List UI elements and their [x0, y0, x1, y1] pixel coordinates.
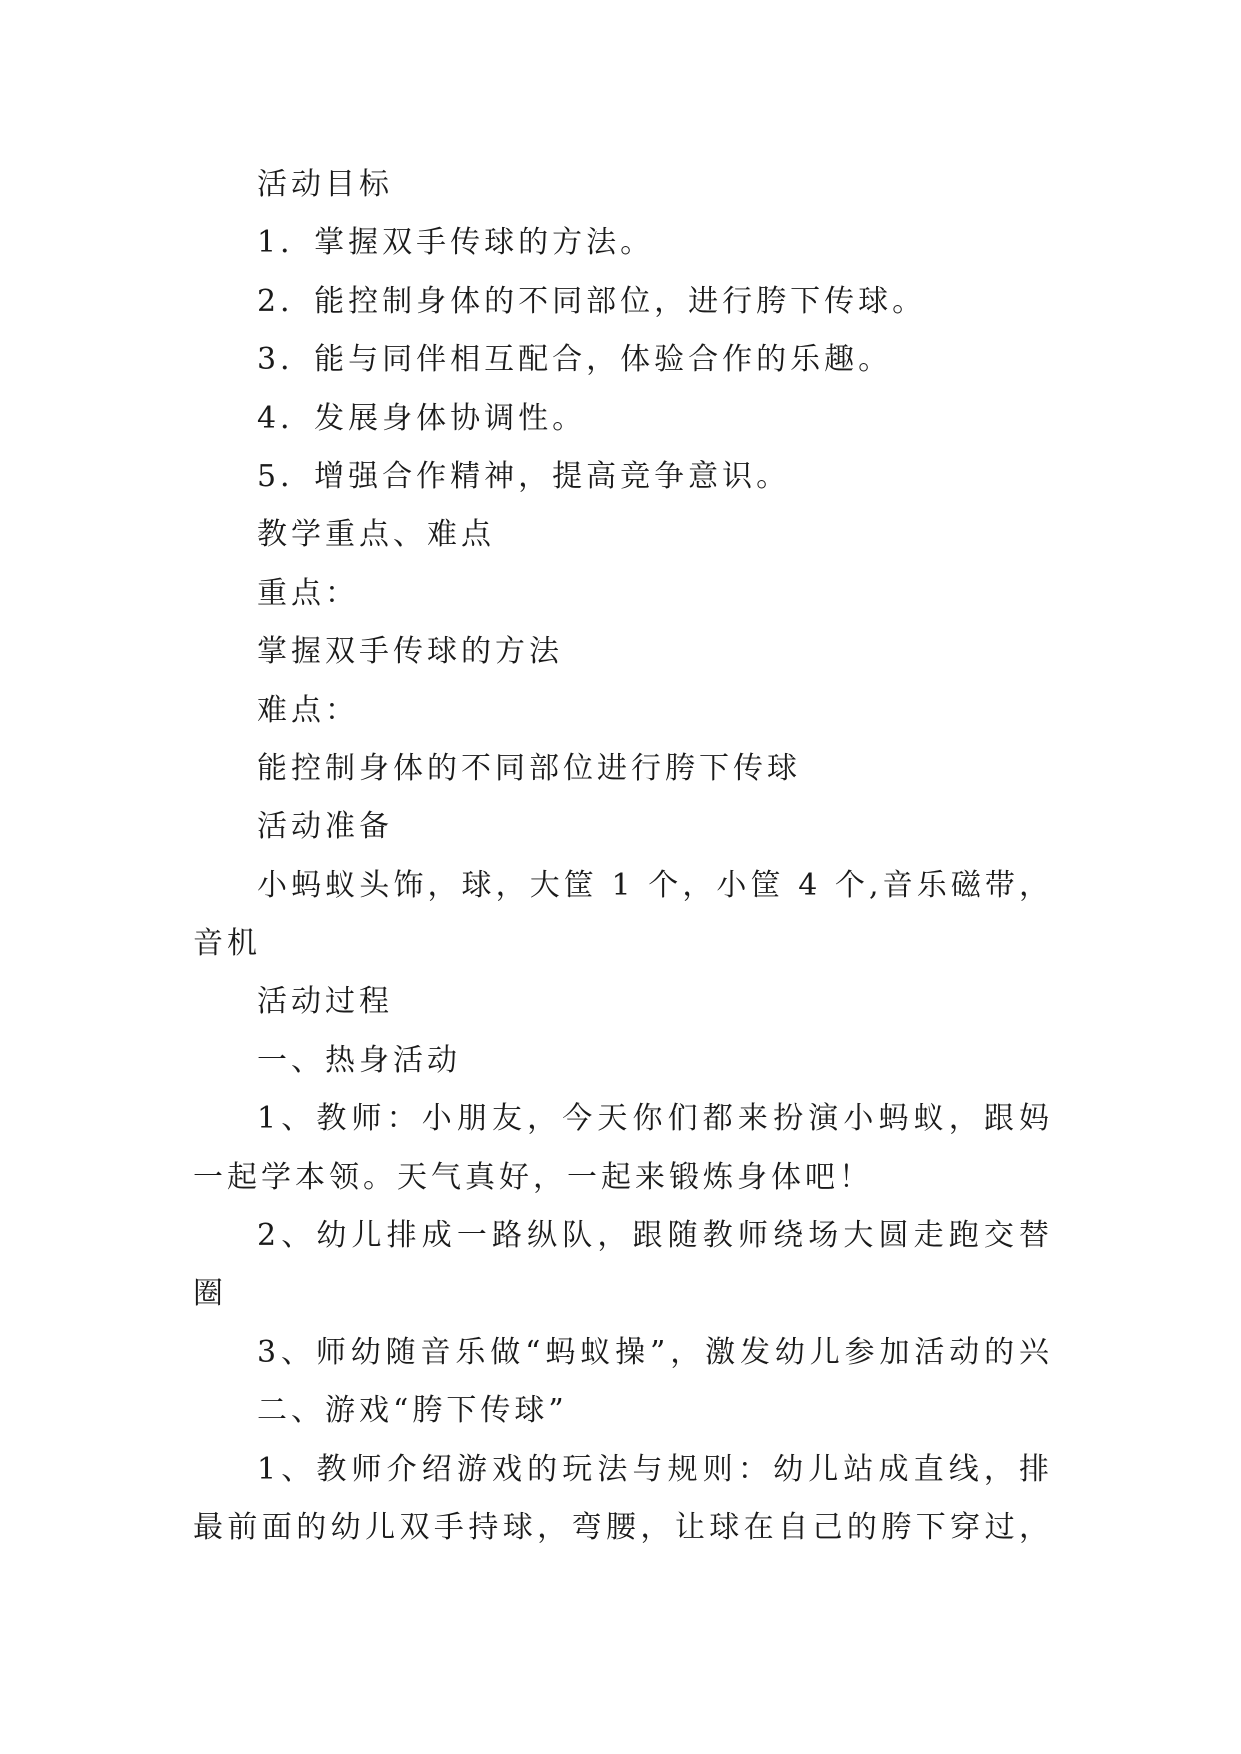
paragraph-line: 重点：	[257, 575, 359, 611]
paragraph-line: 小蚂蚁头饰，球，大筐 1 个，小筐 4 个,音乐磁带，	[257, 867, 1053, 903]
paragraph-line: 1、教师：小朋友，今天你们都来扮演小蚂蚁，跟妈	[257, 1101, 1053, 1137]
paragraph-line: 一、热身活动	[257, 1042, 461, 1078]
paragraph-line: 圈	[193, 1276, 227, 1312]
paragraph-line: 教学重点、难点	[257, 517, 495, 553]
paragraph-line: 活动过程	[257, 984, 393, 1020]
paragraph-line: 4．发展身体协调性。	[257, 400, 587, 436]
paragraph-line: 最前面的幼儿双手持球，弯腰，让球在自己的胯下穿过，	[193, 1509, 1053, 1545]
paragraph-line: 二、游戏“胯下传球”	[257, 1393, 568, 1429]
paragraph-line: 3、师幼随音乐做“蚂蚁操”，激发幼儿参加活动的兴	[257, 1334, 1053, 1370]
paragraph-line: 2、幼儿排成一路纵队，跟随教师绕场大圆走跑交替	[257, 1218, 1053, 1254]
paragraph-line: 音机	[193, 926, 261, 962]
paragraph-line: 能控制身体的不同部位进行胯下传球	[257, 750, 801, 786]
document-body	[193, 156, 1053, 1557]
paragraph-line: 活动准备	[257, 809, 393, 845]
paragraph-line: 掌握双手传球的方法	[257, 634, 563, 670]
paragraph-line: 3．能与同伴相互配合，体验合作的乐趣。	[257, 342, 893, 378]
paragraph-line: 5．增强合作精神，提高竞争意识。	[257, 458, 791, 494]
paragraph-line: 一起学本领。天气真好，一起来锻炼身体吧！	[193, 1159, 873, 1195]
paragraph-line: 难点：	[257, 692, 359, 728]
paragraph-line: 1、教师介绍游戏的玩法与规则：幼儿站成直线，排	[257, 1451, 1053, 1487]
paragraph-line: 2．能控制身体的不同部位，进行胯下传球。	[257, 283, 927, 319]
paragraph-line: 1．掌握双手传球的方法。	[257, 225, 655, 261]
paragraph-line: 活动目标	[257, 167, 393, 202]
